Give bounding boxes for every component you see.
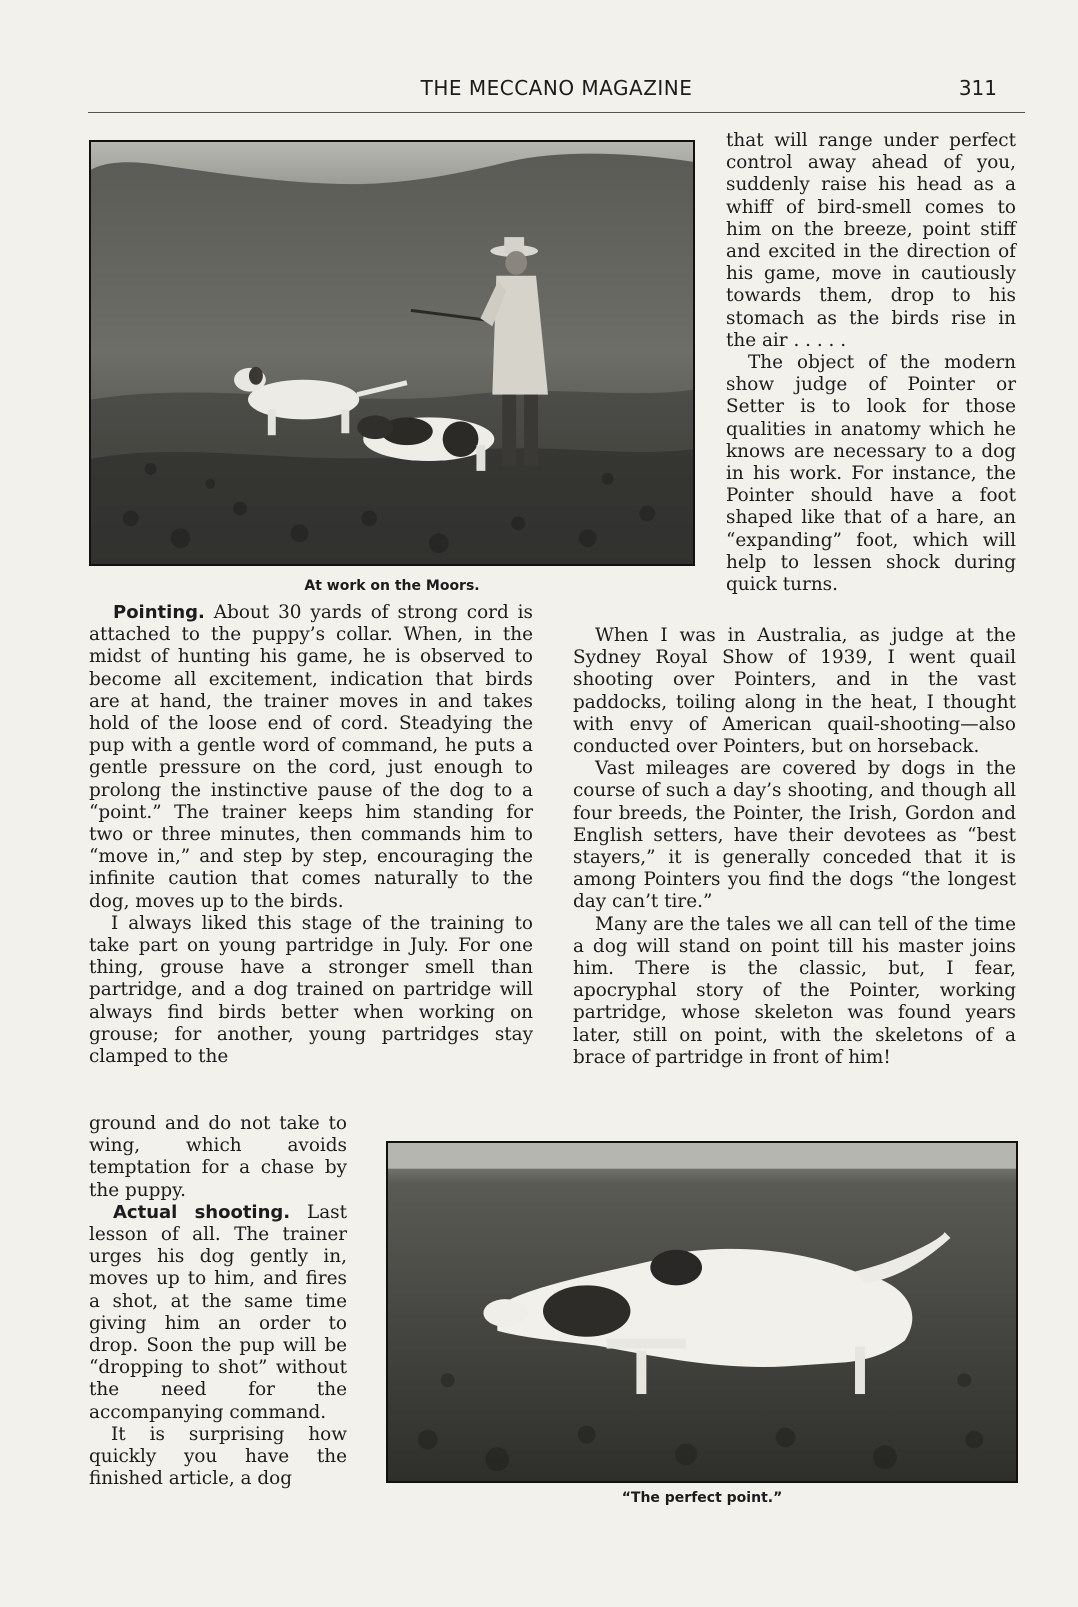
right-column-bottom: [573, 625, 1016, 1069]
shooting-heading: Actual shooting.: [113, 1201, 291, 1223]
mileages-paragraph: Vast mileages are covered by dogs in the course of such a day’s shooting, and though all four breeds, the Pointer, the Irish, Gordon and English setters, have their devotees as “best stayers,” it is generally conceded that it is among Pointers you find the dogs “the longest day can’t tire.”: [573, 758, 1016, 913]
right-opening-text: that will range under perfect control away ahead of you, suddenly raise his head as a whiff of bird-smell comes to him on the breeze, point stiff and excited in the direction of his game, move in cautiously towards them, drop to his stomach as the birds rise in the air . . . . .: [726, 130, 1016, 351]
magazine-title: THE MECCANO MAGAZINE: [420, 76, 693, 100]
pointing-text: About 30 yards of strong cord is attached to the puppy’s collar. When, in the midst of hunting his game, he is observed to become all excitement, indication that birds are at hand, the trainer moves in and takes hold of the loose end of cord. Steadying the pup with a gentle word of command, he puts a gentle pressure on the cord, just enough to prolong the instinctive pause of the dog to a “point.” The trainer keeps him standing for two or three minutes, then commands him to “move in,” and step by step, encouraging the infinite caution that comes naturally to the dog, moves up to the birds.: [89, 602, 533, 912]
tales-paragraph: Many are the tales we all can tell of the time a dog will stand on point till his master joins him. There is the classic, but, I fear, apocryphal story of the Pointer, working partridge, whose skeleton was found years later, still on point, with the skeletons of a brace of partridge in front of him!: [573, 913, 1016, 1068]
perfect-point-image: [388, 1143, 1016, 1481]
pointing-heading: Pointing.: [113, 602, 205, 623]
running-header: [88, 76, 1025, 106]
shooting-text: Last lesson of all. The trainer urges his dog gently in, moves up to him, and fires a shot, at the same time giving him an order to drop. Soon the pup will be “dropping to shot” without the need for the accompanying command.: [89, 1201, 347, 1423]
surprising-paragraph: It is surprising how quickly you have the finished article, a dog: [89, 1423, 347, 1490]
moors-photo: [89, 140, 695, 566]
australia-paragraph: When I was in Australia, as judge at the Sydney Royal Show of 1939, I went quail shooting over Pointers, and in the vast paddocks, toiling along in the heat, I thought with envy of American quail-shooting—also conducted over Pointers, but on horseback.: [573, 625, 1016, 758]
page-number: 311: [958, 76, 997, 100]
training-paragraph: I always liked this stage of the training to take part on young partridge in July. For one thing, grouse have a stronger smell than partridge, and a dog trained on partridge will always find birds better when working on grouse; for another, young partridges stay clamped to the: [89, 912, 533, 1068]
pointing-paragraph: [89, 602, 533, 913]
narrow-left-column: [89, 1113, 347, 1490]
moors-caption: At work on the Moors.: [304, 578, 480, 594]
left-column: [89, 602, 533, 1068]
perfect-point-caption: “The perfect point.”: [621, 1490, 783, 1506]
perfect-point-photo: [386, 1141, 1018, 1483]
right-column-top: [726, 130, 1016, 596]
header-rule: [88, 112, 1025, 113]
shooting-paragraph: [89, 1202, 347, 1424]
moors-photo-image: [91, 142, 693, 564]
ground-text: ground and do not take to wing, which avoids temptation for a chase by the puppy.: [89, 1113, 347, 1201]
right-object-text: The object of the modern show judge of Pointer or Setter is to look for those qualities in anatomy which he knows are necessary to a dog in his work. For instance, the Pointer should have a foot shaped like that of a hare, an “expanding” foot, which will help to lessen shock during quick turns.: [726, 352, 1016, 596]
